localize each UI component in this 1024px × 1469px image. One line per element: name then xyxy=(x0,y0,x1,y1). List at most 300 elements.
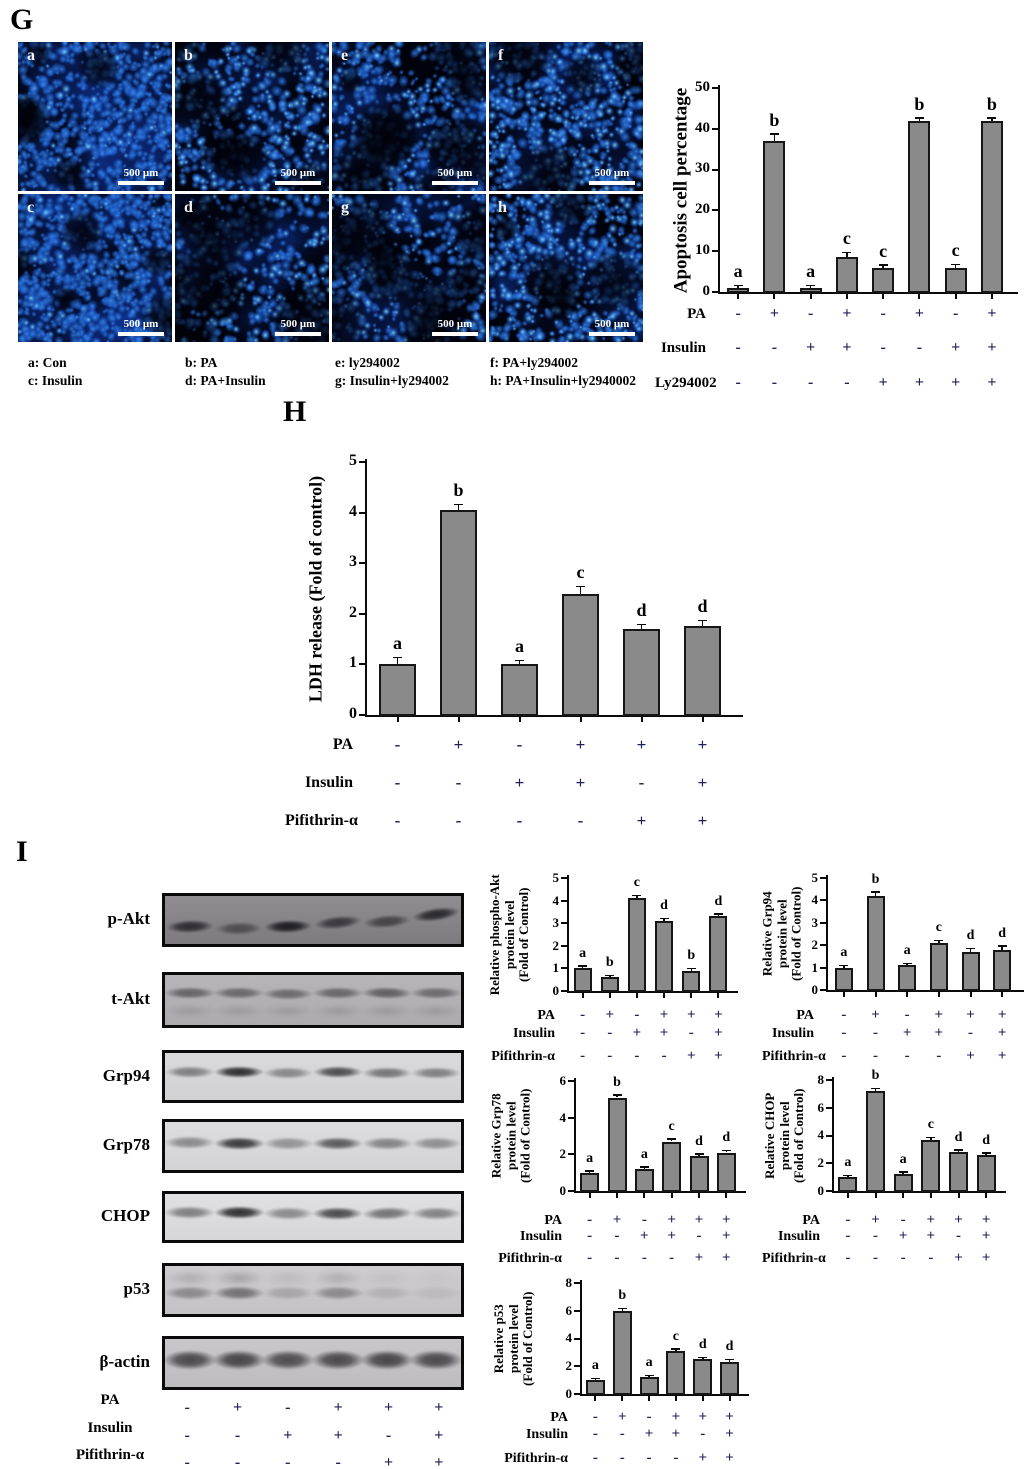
chart-p53 xyxy=(487,1266,777,1469)
error-bar-cap xyxy=(966,948,975,950)
treatment-row-label: Insulin xyxy=(519,1229,562,1244)
micro-image-letter: c xyxy=(27,199,35,216)
x-tick xyxy=(582,993,584,998)
treatment-symbol: + xyxy=(987,305,997,322)
x-tick xyxy=(675,1396,677,1401)
treatment-symbol: - xyxy=(968,1025,973,1041)
error-bar-cap xyxy=(667,1138,676,1140)
bar xyxy=(580,1173,599,1192)
error-bar xyxy=(985,1154,987,1155)
bar xyxy=(586,1380,605,1395)
treatment-symbol: - xyxy=(614,1228,620,1244)
y-tick-label: 30 xyxy=(695,160,710,177)
micro-image-letter: a xyxy=(27,47,35,64)
y-tick-label: 1 xyxy=(552,960,559,976)
protein-band xyxy=(165,919,213,934)
treatment-symbol: - xyxy=(641,1212,647,1228)
blot-treatment-symbol: - xyxy=(385,1427,392,1444)
x-tick xyxy=(643,1193,645,1198)
error-bar xyxy=(930,1138,932,1139)
error-bar-cap xyxy=(951,264,960,266)
sig-letter: a xyxy=(591,1358,599,1373)
sig-letter: a xyxy=(645,1355,653,1371)
x-tick xyxy=(773,294,775,299)
bar xyxy=(727,288,749,293)
blot-treatment-row-label: Insulin xyxy=(87,1420,133,1436)
protein-smear xyxy=(410,1270,462,1286)
sig-letter: c xyxy=(951,240,960,261)
x-tick xyxy=(648,1396,650,1401)
treatment-symbol: + xyxy=(966,1007,975,1023)
error-bar xyxy=(609,976,611,977)
protein-band xyxy=(312,1207,363,1220)
protein-band xyxy=(213,1286,265,1300)
sig-letter: a xyxy=(899,1151,907,1167)
error-bar-cap xyxy=(722,1150,731,1152)
error-bar-cap xyxy=(613,1094,622,1096)
treatment-symbol: - xyxy=(807,374,814,391)
x-tick xyxy=(902,1193,904,1198)
error-bar-cap xyxy=(806,285,815,287)
treatment-symbol: + xyxy=(575,735,586,754)
treatment-symbol: - xyxy=(873,1228,878,1244)
micro-image-cell xyxy=(489,194,643,342)
y-tick-label: 50 xyxy=(695,78,710,95)
treatment-row-label: Insulin xyxy=(660,340,706,356)
sig-letter: b xyxy=(613,1074,621,1090)
treatment-symbol: + xyxy=(951,339,961,356)
y-tick xyxy=(826,1190,832,1192)
treatment-symbol: + xyxy=(617,1409,627,1425)
chart-chop xyxy=(762,1063,1024,1269)
treatment-row-label: Pifithrin-α xyxy=(762,1251,826,1266)
panel-letter-i: I xyxy=(16,835,28,868)
treatment-symbol: + xyxy=(954,1250,963,1266)
y-axis xyxy=(365,459,367,715)
y-tick-label: 3 xyxy=(349,553,357,571)
y-tick-label: 1 xyxy=(811,959,818,975)
caption-line: c: Insulin xyxy=(28,373,83,388)
sig-letter: d xyxy=(714,893,723,909)
treatment-symbol: + xyxy=(725,1409,734,1425)
error-bar xyxy=(875,893,877,896)
error-bar-cap xyxy=(698,620,707,622)
sig-letter: c xyxy=(879,240,888,261)
y-tick xyxy=(820,967,826,969)
protein-band xyxy=(213,987,265,999)
bar xyxy=(682,971,700,992)
y-tick-label: 0 xyxy=(702,282,710,299)
y-tick-label: 3 xyxy=(811,914,818,930)
y-axis-title: Relative Grp94 protein level (Fold of Control) xyxy=(759,886,804,982)
bar xyxy=(662,1142,681,1193)
error-bar-cap xyxy=(585,1170,594,1172)
error-bar xyxy=(938,941,940,943)
protein-band xyxy=(214,1066,264,1078)
bar xyxy=(867,896,885,991)
y-axis-title: Relative Grp78 protein level (Fold of Control) xyxy=(488,1088,533,1184)
treatment-symbol: - xyxy=(394,735,401,754)
sig-letter: b xyxy=(769,109,780,130)
y-tick-label: 4 xyxy=(811,892,818,908)
error-bar xyxy=(906,964,908,965)
protein-band-faint xyxy=(410,1005,462,1017)
error-bar xyxy=(589,1172,591,1173)
error-bar-cap xyxy=(839,965,848,967)
y-tick xyxy=(574,1365,580,1367)
blot-treatment-symbol: + xyxy=(232,1399,243,1416)
treatment-symbol: + xyxy=(575,773,586,792)
error-bar-cap xyxy=(578,965,587,967)
error-bar-cap xyxy=(843,1175,852,1177)
treatment-symbol: + xyxy=(997,1025,1007,1041)
y-tick-label: 1 xyxy=(349,654,357,672)
x-tick xyxy=(397,717,399,722)
protein-band xyxy=(311,1350,365,1370)
x-tick xyxy=(958,1193,960,1198)
treatment-row-label: PA xyxy=(802,1213,820,1228)
micro-image-letter: g xyxy=(341,199,349,216)
protein-band xyxy=(362,1067,412,1079)
error-bar xyxy=(641,625,643,629)
scale-bar xyxy=(432,167,478,185)
error-bar xyxy=(919,119,921,121)
caption-line: d: PA+Insulin xyxy=(185,373,266,388)
scale-bar xyxy=(589,167,635,185)
sig-letter: c xyxy=(927,1117,934,1133)
treatment-symbol: - xyxy=(845,1228,851,1244)
bar xyxy=(379,664,416,716)
sig-letter: c xyxy=(842,228,851,249)
chart-ldh xyxy=(285,450,755,845)
protein-band xyxy=(261,1350,315,1370)
x-tick xyxy=(847,1193,849,1198)
treatment-symbol: - xyxy=(688,1025,694,1041)
error-bar xyxy=(737,286,739,288)
x-tick xyxy=(985,1193,987,1198)
error-bar-cap xyxy=(871,891,880,893)
y-axis xyxy=(574,1078,576,1191)
x-tick xyxy=(991,294,993,299)
treatment-symbol: + xyxy=(659,1025,669,1041)
sig-letter: c xyxy=(672,1328,680,1344)
bar xyxy=(894,1174,913,1192)
x-tick xyxy=(663,993,665,998)
error-bar-cap xyxy=(698,1357,707,1359)
treatment-symbol: + xyxy=(714,1048,723,1064)
scale-bar xyxy=(275,167,321,185)
chart-pakt xyxy=(487,858,765,1073)
caption-column xyxy=(490,354,636,390)
error-bar xyxy=(955,265,957,267)
protein-smear xyxy=(213,1270,265,1286)
error-bar-cap xyxy=(879,264,888,266)
protein-band-faint xyxy=(164,1005,216,1017)
treatment-symbol: + xyxy=(722,1228,731,1244)
treatment-symbol: - xyxy=(807,305,814,322)
blot-treatment-symbol: - xyxy=(184,1427,190,1444)
x-tick xyxy=(702,717,704,722)
bar xyxy=(838,1177,857,1192)
x-tick xyxy=(918,294,920,299)
blot-t-Akt xyxy=(162,972,464,1028)
y-tick-label: 20 xyxy=(695,201,710,218)
treatment-symbol: + xyxy=(714,1007,723,1023)
sig-letter: b xyxy=(871,871,880,887)
y-tick xyxy=(561,967,567,969)
y-tick-label: 0 xyxy=(552,982,559,998)
error-bar xyxy=(1001,947,1003,950)
treatment-row-label: Pifithrin-α xyxy=(491,1049,555,1064)
sig-letter: b xyxy=(605,955,614,971)
sig-letter: b xyxy=(453,480,464,500)
y-tick xyxy=(574,1310,580,1312)
treatment-row-label: Pifithrin-α xyxy=(504,1451,568,1466)
blot-Grp94 xyxy=(162,1050,464,1103)
error-bar-cap xyxy=(695,1153,704,1155)
y-tick-label: 5 xyxy=(552,869,559,885)
scale-bar-text: 500 μm xyxy=(437,318,473,330)
treatment-symbol: + xyxy=(697,735,708,754)
error-bar-cap xyxy=(734,285,743,287)
error-bar-cap xyxy=(645,1375,654,1377)
treatment-symbol: - xyxy=(619,1450,625,1466)
y-tick-label: 40 xyxy=(695,119,710,136)
y-tick-label: 8 xyxy=(817,1071,824,1087)
bar xyxy=(608,1098,627,1193)
caption-line: f: PA+ly294002 xyxy=(490,355,579,370)
error-bar-cap xyxy=(660,918,669,920)
micro-image-cell xyxy=(18,42,172,191)
sig-letter: d xyxy=(698,1337,707,1353)
protein-band xyxy=(410,987,462,999)
sig-letter: a xyxy=(393,633,402,654)
fluorescence-image-grid xyxy=(0,0,660,350)
caption-line: h: PA+Insulin+ly2940002 xyxy=(490,373,637,388)
treatment-symbol: + xyxy=(694,1212,704,1228)
protein-band xyxy=(214,1206,265,1219)
y-tick xyxy=(568,1190,574,1192)
error-bar xyxy=(970,949,972,952)
treatment-symbol: + xyxy=(636,735,647,754)
x-tick xyxy=(882,294,884,299)
protein-smear xyxy=(164,1270,216,1286)
y-tick-label: 6 xyxy=(565,1302,572,1318)
protein-band xyxy=(362,1137,413,1150)
treatment-symbol: - xyxy=(900,1212,906,1228)
micro-image-letter: e xyxy=(341,47,349,64)
chart-grp78 xyxy=(487,1063,765,1269)
y-tick xyxy=(568,1153,574,1155)
protein-band xyxy=(163,1350,217,1370)
treatment-symbol: + xyxy=(926,1212,936,1228)
y-tick-label: 10 xyxy=(695,241,710,258)
bar xyxy=(800,288,822,293)
treatment-symbol: + xyxy=(987,339,997,356)
x-tick xyxy=(671,1193,673,1198)
treatment-symbol: + xyxy=(667,1228,676,1244)
y-tick-label: 0 xyxy=(817,1182,824,1198)
caption-line: e: ly294002 xyxy=(335,355,400,370)
bar xyxy=(872,268,894,293)
treatment-symbol: - xyxy=(845,1212,851,1228)
treatment-symbol: + xyxy=(722,1250,731,1266)
treatment-symbol: + xyxy=(951,374,961,391)
error-bar xyxy=(726,1151,728,1152)
treatment-symbol: + xyxy=(453,735,464,754)
bar xyxy=(693,1359,712,1395)
blot-treatment-symbol: + xyxy=(434,1399,444,1416)
bar xyxy=(690,1156,709,1192)
sig-letter: a xyxy=(640,1146,648,1162)
panel-letter-h: H xyxy=(283,395,307,428)
y-tick-label: 0 xyxy=(565,1385,572,1401)
protein-band xyxy=(262,988,314,1000)
treatment-row-label: Insulin xyxy=(777,1229,820,1244)
treatment-symbol: + xyxy=(697,773,708,792)
sig-letter: a xyxy=(733,261,743,282)
scale-bar-line xyxy=(118,181,164,185)
micro-image-cell xyxy=(332,194,486,342)
y-tick xyxy=(712,209,718,211)
treatment-row-label: Insulin xyxy=(304,774,353,791)
scale-bar xyxy=(118,167,164,185)
blot-p53 xyxy=(162,1263,464,1317)
y-tick-label: 2 xyxy=(811,937,818,953)
y-tick-label: 4 xyxy=(817,1127,824,1143)
y-tick-label: 2 xyxy=(349,603,357,621)
error-bar-cap xyxy=(915,117,924,119)
error-bar-cap xyxy=(576,586,585,588)
sig-letter: c xyxy=(576,562,585,583)
treatment-row-label: PA xyxy=(550,1410,568,1425)
treatment-symbol: + xyxy=(997,1007,1007,1023)
y-tick xyxy=(561,945,567,947)
treatment-symbol: + xyxy=(694,1250,704,1266)
treatment-symbol: - xyxy=(646,1450,652,1466)
error-bar xyxy=(397,658,399,664)
blot-treatment-symbol: - xyxy=(184,1454,190,1469)
bar xyxy=(717,1153,736,1193)
protein-band-faint xyxy=(213,1005,265,1017)
treatment-symbol: + xyxy=(914,374,924,391)
bar xyxy=(613,1311,632,1395)
blot-CHOP xyxy=(162,1191,464,1243)
caption-line: g: Insulin+ly294002 xyxy=(335,373,449,388)
x-tick xyxy=(609,993,611,998)
x-tick xyxy=(725,1193,727,1198)
treatment-symbol: - xyxy=(873,1048,878,1064)
treatment-symbol: + xyxy=(981,1228,991,1244)
protein-band xyxy=(164,987,216,999)
x-tick xyxy=(930,1193,932,1198)
treatment-symbol: - xyxy=(580,1025,586,1041)
error-bar xyxy=(702,1358,704,1359)
treatment-symbol: + xyxy=(934,1025,944,1041)
treatment-symbol: - xyxy=(735,339,741,356)
treatment-row-label: PA xyxy=(332,736,353,753)
treatment-symbol: + xyxy=(725,1450,734,1466)
treatment-symbol: - xyxy=(634,1007,640,1023)
protein-band xyxy=(312,1137,363,1150)
scale-bar xyxy=(275,318,321,336)
y-tick-label: 2 xyxy=(559,1146,566,1162)
protein-band xyxy=(263,1207,314,1220)
treatment-symbol: - xyxy=(394,773,401,792)
scale-bar-text: 500 μm xyxy=(594,167,630,179)
treatment-symbol: + xyxy=(926,1228,936,1244)
blot-treatment-row-label: Pifithrin-α xyxy=(75,1447,145,1463)
error-bar-cap xyxy=(899,1171,908,1173)
treatment-symbol: + xyxy=(842,339,852,356)
x-tick xyxy=(519,717,521,722)
treatment-symbol: - xyxy=(771,374,778,391)
treatment-row-label: Insulin xyxy=(525,1427,568,1442)
y-tick-label: 3 xyxy=(552,915,559,931)
error-bar xyxy=(636,896,638,898)
treatment-symbol: - xyxy=(619,1426,625,1442)
treatment-symbol: + xyxy=(769,305,779,322)
micro-image-cell xyxy=(18,194,172,342)
treatment-symbol: - xyxy=(587,1250,593,1266)
blot-treatment-symbol: - xyxy=(285,1399,291,1416)
bar xyxy=(898,965,916,991)
error-bar xyxy=(958,1151,960,1152)
y-tick xyxy=(574,1282,580,1284)
y-tick xyxy=(359,714,365,716)
protein-band xyxy=(411,1137,462,1150)
y-tick xyxy=(826,1162,832,1164)
treatment-symbol: + xyxy=(725,1426,734,1442)
y-tick-label: 4 xyxy=(349,502,357,520)
sig-letter: d xyxy=(966,928,975,944)
blot-treatment-symbol: - xyxy=(335,1454,341,1469)
y-axis xyxy=(567,875,569,991)
blot-label: Grp78 xyxy=(102,1135,150,1154)
y-tick-label: 2 xyxy=(817,1155,824,1171)
treatment-symbol: + xyxy=(636,811,647,830)
micro-image-cell xyxy=(175,42,329,191)
protein-band xyxy=(312,1286,364,1300)
treatment-symbol: + xyxy=(902,1025,912,1041)
error-bar-cap xyxy=(393,657,402,659)
x-tick xyxy=(702,1396,704,1401)
y-axis-title: LDH release (Fold of control) xyxy=(305,475,325,702)
protein-band xyxy=(263,1067,313,1079)
y-tick xyxy=(820,944,826,946)
protein-band xyxy=(264,919,312,934)
x-tick xyxy=(616,1193,618,1198)
x-tick xyxy=(955,294,957,299)
error-bar xyxy=(648,1376,650,1377)
treatment-symbol: + xyxy=(954,1212,963,1228)
y-tick-label: 0 xyxy=(349,705,357,723)
protein-band xyxy=(409,1350,463,1370)
sig-letter: a xyxy=(515,636,524,657)
y-tick-label: 2 xyxy=(552,937,559,953)
error-bar-cap xyxy=(714,913,723,915)
x-tick xyxy=(906,992,908,997)
sig-letter: d xyxy=(660,898,668,914)
sig-letter: b xyxy=(618,1288,627,1304)
error-bar-cap xyxy=(987,117,996,119)
bar xyxy=(836,257,858,293)
y-tick xyxy=(820,922,826,924)
y-tick xyxy=(712,87,718,89)
y-tick xyxy=(568,1117,574,1119)
blot-treatment-symbol: - xyxy=(285,1454,291,1469)
bar xyxy=(684,626,721,716)
